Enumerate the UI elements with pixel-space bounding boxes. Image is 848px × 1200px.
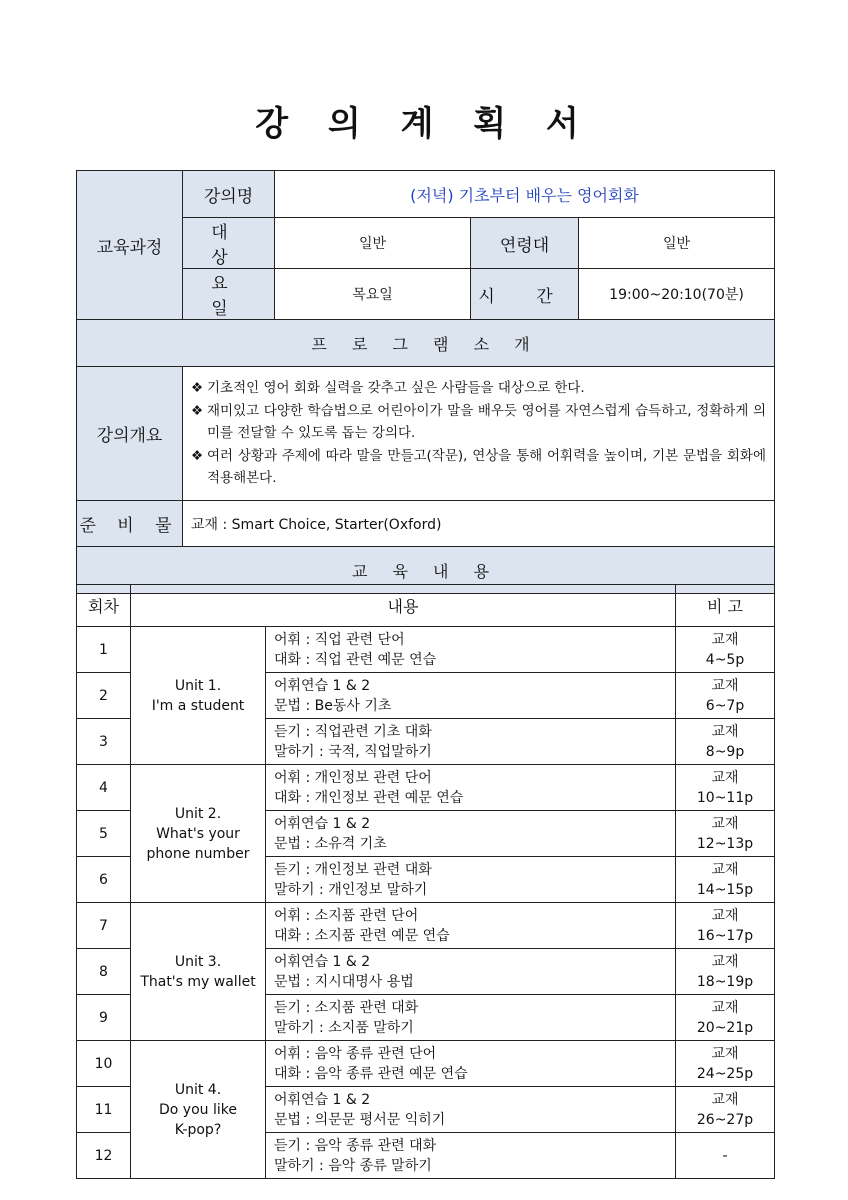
session-note: 교재 10~11p bbox=[676, 765, 775, 811]
course-name: (저녁) 기초부터 배우는 영어회화 bbox=[275, 171, 775, 218]
session-note: 교재 26~27p bbox=[676, 1087, 775, 1133]
session-number: 7 bbox=[77, 903, 131, 949]
session-number: 6 bbox=[77, 857, 131, 903]
session-content: 어휘연습 1 & 2 문법 : 지시대명사 용법 bbox=[266, 949, 676, 995]
session-note: 교재 20~21p bbox=[676, 995, 775, 1041]
age-value: 일반 bbox=[579, 218, 775, 269]
session-note: 교재 6~7p bbox=[676, 673, 775, 719]
unit-title: Unit 4. Do you like K-pop? bbox=[131, 1041, 266, 1179]
target-value: 일반 bbox=[275, 218, 471, 269]
session-content: 듣기 : 개인정보 관련 대화 말하기 : 개인정보 말하기 bbox=[266, 857, 676, 903]
time-value: 19:00~20:10(70분) bbox=[579, 269, 775, 320]
table-row bbox=[77, 765, 775, 811]
day-value: 목요일 bbox=[275, 269, 471, 320]
session-number: 9 bbox=[77, 995, 131, 1041]
session-header: 회차 bbox=[77, 585, 131, 627]
unit-title: Unit 2. What's your phone number bbox=[131, 765, 266, 903]
unit-title: Unit 1. I'm a student bbox=[131, 627, 266, 765]
session-content: 어휘연습 1 & 2 문법 : Be동사 기초 bbox=[266, 673, 676, 719]
program-intro-header: 프 로 그 램 소 개 bbox=[77, 320, 775, 367]
session-content: 어휘 : 소지품 관련 단어 대화 : 소지품 관련 예문 연습 bbox=[266, 903, 676, 949]
session-content: 듣기 : 직업관련 기초 대화 말하기 : 국적, 직업말하기 bbox=[266, 719, 676, 765]
edu-content-header: 교 육 내 용 bbox=[77, 547, 775, 594]
day-label: 요 일 bbox=[183, 269, 275, 320]
session-number: 12 bbox=[77, 1133, 131, 1179]
session-note: 교재 24~25p bbox=[676, 1041, 775, 1087]
age-label: 연령대 bbox=[471, 218, 579, 269]
session-content: 어휘 : 개인정보 관련 단어 대화 : 개인정보 관련 예문 연습 bbox=[266, 765, 676, 811]
note-header: 비 고 bbox=[676, 585, 775, 627]
content-header: 내용 bbox=[131, 585, 676, 627]
session-note: 교재 4~5p bbox=[676, 627, 775, 673]
session-number: 2 bbox=[77, 673, 131, 719]
target-label: 대 상 bbox=[183, 218, 275, 269]
session-content: 어휘연습 1 & 2 문법 : 소유격 기초 bbox=[266, 811, 676, 857]
session-note: 교재 12~13p bbox=[676, 811, 775, 857]
overview-item: ❖ 여러 상황과 주제에 따라 말을 만들고(작문), 연상을 통해 어휘력을 높이며, 기본 문법을 회화에 적용해본다. bbox=[191, 445, 766, 490]
prep-label: 준 비 물 bbox=[77, 501, 183, 547]
overview-list bbox=[183, 367, 775, 501]
session-number: 5 bbox=[77, 811, 131, 857]
session-content: 듣기 : 소지품 관련 대화 말하기 : 소지품 말하기 bbox=[266, 995, 676, 1041]
bullet-icon: ❖ bbox=[191, 380, 204, 397]
overview-item: ❖ 기초적인 영어 회화 실력을 갖추고 싶은 사람들을 대상으로 한다. bbox=[191, 377, 766, 400]
schedule-table bbox=[76, 584, 775, 1179]
session-note: 교재 18~19p bbox=[676, 949, 775, 995]
session-content: 어휘 : 직업 관련 단어 대화 : 직업 관련 예문 연습 bbox=[266, 627, 676, 673]
table-row bbox=[77, 627, 775, 673]
course-name-label: 강의명 bbox=[183, 171, 275, 218]
session-number: 8 bbox=[77, 949, 131, 995]
session-number: 10 bbox=[77, 1041, 131, 1087]
document-title: 강 의 계 획 서 bbox=[255, 104, 593, 144]
course-section-label: 교육과정 bbox=[77, 171, 183, 320]
unit-title: Unit 3. That's my wallet bbox=[131, 903, 266, 1041]
session-content: 어휘연습 1 & 2 문법 : 의문문 평서문 익히기 bbox=[266, 1087, 676, 1133]
session-note: - bbox=[676, 1133, 775, 1179]
time-label: 시 간 bbox=[471, 269, 579, 320]
session-note: 교재 16~17p bbox=[676, 903, 775, 949]
bullet-icon: ❖ bbox=[191, 402, 204, 419]
bullet-icon: ❖ bbox=[191, 447, 204, 464]
session-note: 교재 14~15p bbox=[676, 857, 775, 903]
course-info-table bbox=[76, 170, 775, 594]
overview-label: 강의개요 bbox=[77, 367, 183, 501]
session-number: 4 bbox=[77, 765, 131, 811]
table-row bbox=[77, 1041, 775, 1087]
session-content: 어휘 : 음악 종류 관련 단어 대화 : 음악 종류 관련 예문 연습 bbox=[266, 1041, 676, 1087]
session-number: 11 bbox=[77, 1087, 131, 1133]
session-number: 1 bbox=[77, 627, 131, 673]
session-note: 교재 8~9p bbox=[676, 719, 775, 765]
session-number: 3 bbox=[77, 719, 131, 765]
overview-item: ❖ 재미있고 다양한 학습법으로 어린아이가 말을 배우듯 영어를 자연스럽게 습득하고, 정확하게 의미를 전달할 수 있도록 돕는 강의다. bbox=[191, 400, 766, 445]
table-row bbox=[77, 903, 775, 949]
prep-value: 교재 : Smart Choice, Starter(Oxford) bbox=[183, 501, 775, 547]
session-content: 듣기 : 음악 종류 관련 대화 말하기 : 음악 종류 말하기 bbox=[266, 1133, 676, 1179]
